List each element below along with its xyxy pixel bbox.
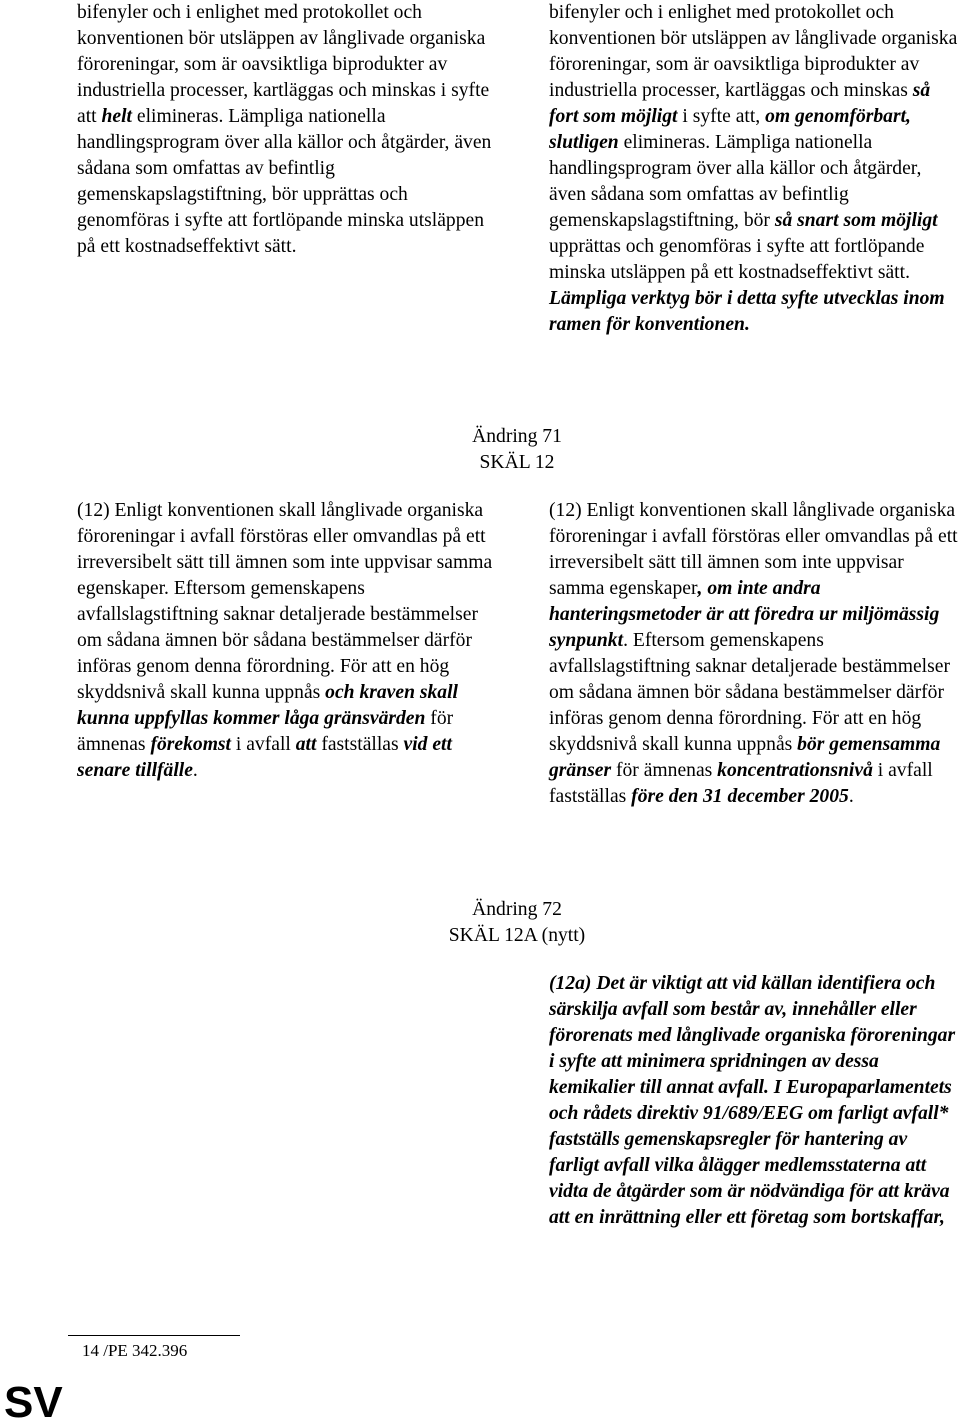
- added-text-run: före den 31 december 2005: [631, 786, 849, 807]
- added-text-run: , om inte andra hanteringsmetoder är att föredra ur miljömässig synpunkt: [549, 578, 940, 651]
- text-run: (12) Enligt konventionen skall långlivade organiska föroreningar i avfall förstöras eller omvandlas på ett irreversibelt sätt till ämnen som inte uppvisar samma egenskaper. Eftersom gemenskapens avfallslagstiftning saknar detaljerade bestämmelser om sådana ämnen bör sådana bestämmelser därför införas genom denna förordning. För att en hög skyddsnivå skall kunna uppnås: [77, 500, 493, 703]
- text-run: (12) Enligt konventionen skall långlivade organiska föroreningar i avfall förstöras eller omvandlas på ett irreversibelt sätt till ämnen som inte uppvisar samma egenskaper: [549, 500, 958, 599]
- original-text-recital-11: [77, 0, 497, 260]
- amended-text-recital-12: [549, 498, 959, 810]
- added-text-run: bör gemensamma gränser: [549, 734, 941, 781]
- added-text-run: koncentrationsnivå: [717, 760, 873, 781]
- text-run: för ämnenas: [77, 708, 454, 755]
- text-run: elimineras. Lämpliga nationella handlingsprogram över alla källor och åtgärder, även sådana som omfattas av befintlig gemenskapslagstiftning, bör: [549, 132, 922, 231]
- text-run: elimineras. Lämpliga nationella handlingsprogram över alla källor och åtgärder, även sådana som omfattas av befintlig gemenskapslagstiftning, bör upprättas och genomföras i syfte att fortlöpande minska utsläppen på ett kostnadseffektivt sätt.: [77, 106, 492, 257]
- rich-paragraph: [549, 498, 959, 810]
- rich-paragraph: [549, 971, 959, 1231]
- page-reference: 14 /PE 342.396: [82, 1341, 188, 1360]
- amended-text-recital-11: [549, 0, 959, 338]
- text-run: i avfall: [231, 734, 296, 755]
- added-text-run: förekomst: [150, 734, 231, 755]
- rich-paragraph: [549, 0, 959, 338]
- amendment-72-recital: SKÄL 12A (nytt): [448, 925, 586, 946]
- text-run: bifenyler och i enlighet med protokollet och konventionen bör utsläppen av långlivade organiska föroreningar, som är oavsiktliga biprodukter av industriella processer, kartläggas och minskas: [549, 2, 958, 101]
- text-run: för ämnenas: [611, 760, 718, 781]
- amended-text-recital-12a: [549, 971, 959, 1231]
- added-text-run: Lämpliga verktyg bör i detta syfte utvecklas inom ramen för konventionen.: [549, 288, 945, 335]
- original-text-recital-12: [77, 498, 497, 784]
- added-text-run: så fort som möjligt: [549, 80, 931, 127]
- text-run: . Eftersom gemenskapens avfallslagstiftning saknar detaljerade bestämmelser om sådana ämnen bör sådana bestämmelser därför införas genom denna förordning. För att en hög skyddsnivå skall kunna uppnås: [549, 630, 950, 755]
- footer-divider: [68, 1335, 240, 1336]
- text-run: fastställas: [316, 734, 404, 755]
- added-text-run: och kraven skall kunna uppfyllas kommer låga gränsvärden: [77, 682, 458, 729]
- text-run: .: [192, 760, 198, 781]
- text-run: upprättas och genomföras i syfte att fortlöpande minska utsläppen på ett kostnadseffektivt sätt.: [549, 236, 925, 283]
- text-run: i avfall fastställas: [549, 760, 933, 807]
- amendment-71-recital: SKÄL 12: [479, 452, 555, 473]
- rich-paragraph: [77, 498, 497, 784]
- added-text-run: vid ett senare tillfälle: [77, 734, 452, 781]
- added-text-run: (12a) Det är viktigt att vid källan identifiera och särskilja avfall som består av, innehåller eller förorenats med långlivade organiska föroreningar i syfte att minimera spridningen av dessa kemikalier till annat avfall. I Europaparlamentets och rådets direktiv 91/689/EEG om farligt avfall* fastställs gemenskapsregler för hantering av farligt avfall vilka ålägger medlemsstaterna att vidta de åtgärder som är nödvändiga för att kräva att en inrättning eller ett företag som bortskaffar,: [549, 973, 956, 1228]
- amendment-72-number: Ändring 72: [472, 899, 562, 920]
- amendment-71-number: Ändring 71: [472, 426, 562, 447]
- text-run: bifenyler och i enlighet med protokollet och konventionen bör utsläppen av långlivade organiska föroreningar, som är oavsiktliga biprodukter av industriella processer, kartläggas och minskas i syfte att: [77, 2, 490, 127]
- language-code: SV: [4, 1378, 63, 1427]
- text-run: .: [848, 786, 854, 807]
- text-run: i syfte att,: [677, 106, 766, 127]
- added-text-run: om genomförbart, slutligen: [549, 106, 911, 153]
- added-text-run: så snart som möjligt: [774, 210, 938, 231]
- added-text-run: helt: [101, 106, 132, 127]
- added-text-run: att: [295, 734, 317, 755]
- rich-paragraph: [77, 0, 497, 260]
